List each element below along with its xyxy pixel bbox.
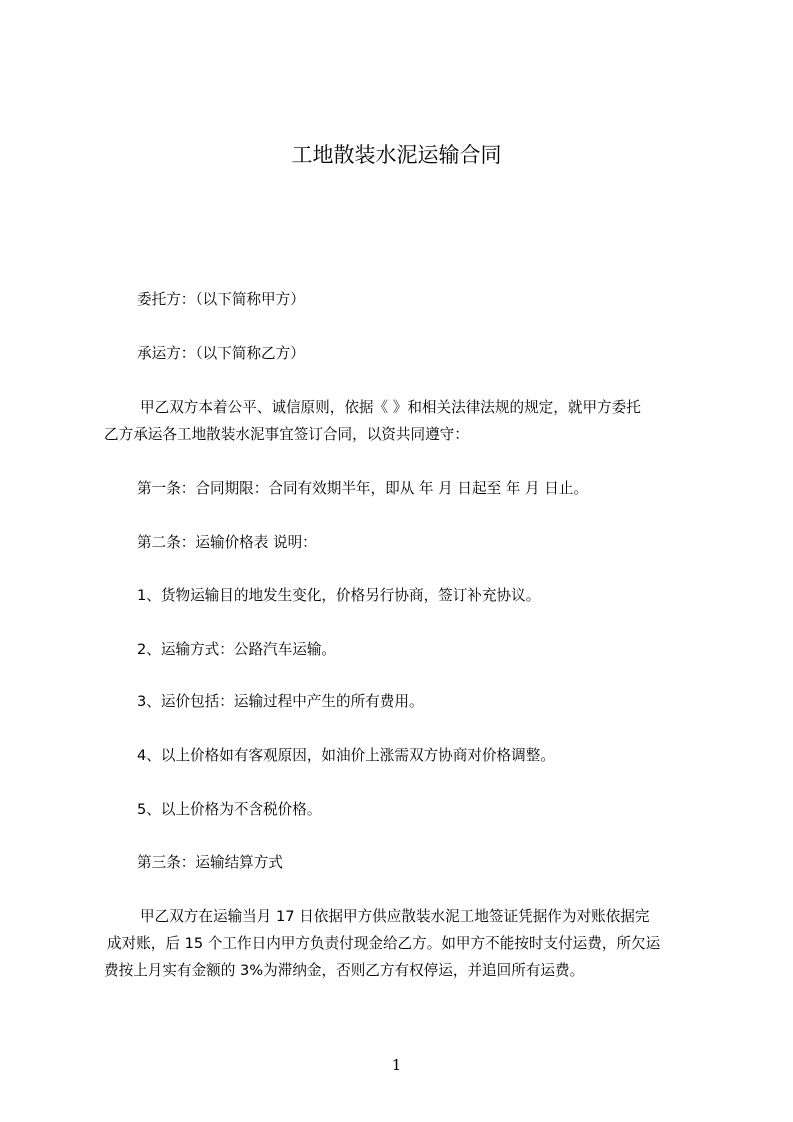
preamble-line-2: 乙方承运各工地散装水泥事宜签订合同，以资共同遵守： xyxy=(104,426,469,443)
note-item-4: 4、以上价格如有客观原因，如油价上涨需双方协商对价格调整。 xyxy=(137,747,555,764)
settlement-line-1: 甲乙双方在运输当月 17 日依据甲方供应散装水泥工地签证凭据作为对账依据完 xyxy=(140,908,650,925)
preamble-line-1: 甲乙双方本着公平、诚信原则，依据《 》和相关法律法规的规定，就甲方委托 xyxy=(140,399,641,416)
party-a-line: 委托方：（以下简称甲方） xyxy=(137,291,305,308)
note-item-2: 2、运输方式：公路汽车运输。 xyxy=(137,641,337,658)
note-item-5: 5、以上价格为不含税价格。 xyxy=(137,801,322,818)
note-item-3: 3、运价包括：运输过程中产生的所有费用。 xyxy=(137,693,424,710)
settlement-line-2: 成对账，后 15 个工作日内甲方负责付现金给乙方。如甲方不能按时支付运费，所欠运 xyxy=(107,935,661,952)
settlement-line-3: 费按上月实有金额的 3%为滞纳金，否则乙方有权停运，并追回所有运费。 xyxy=(104,962,585,979)
article-1-line: 第一条：合同期限：合同有效期半年，即从 年 月 日起至 年 月 日止。 xyxy=(137,480,589,497)
page-number: 1 xyxy=(391,1056,402,1074)
note-item-1: 1、货物运输目的地发生变化，价格另行协商，签订补充协议。 xyxy=(137,587,541,604)
document-title: 工地散装水泥运输合同 xyxy=(291,143,502,167)
article-3-heading: 第三条：运输结算方式 xyxy=(137,854,283,871)
party-b-line: 承运方：（以下简称乙方） xyxy=(137,345,305,362)
article-2-heading: 第二条：运输价格表 说明： xyxy=(137,534,317,551)
